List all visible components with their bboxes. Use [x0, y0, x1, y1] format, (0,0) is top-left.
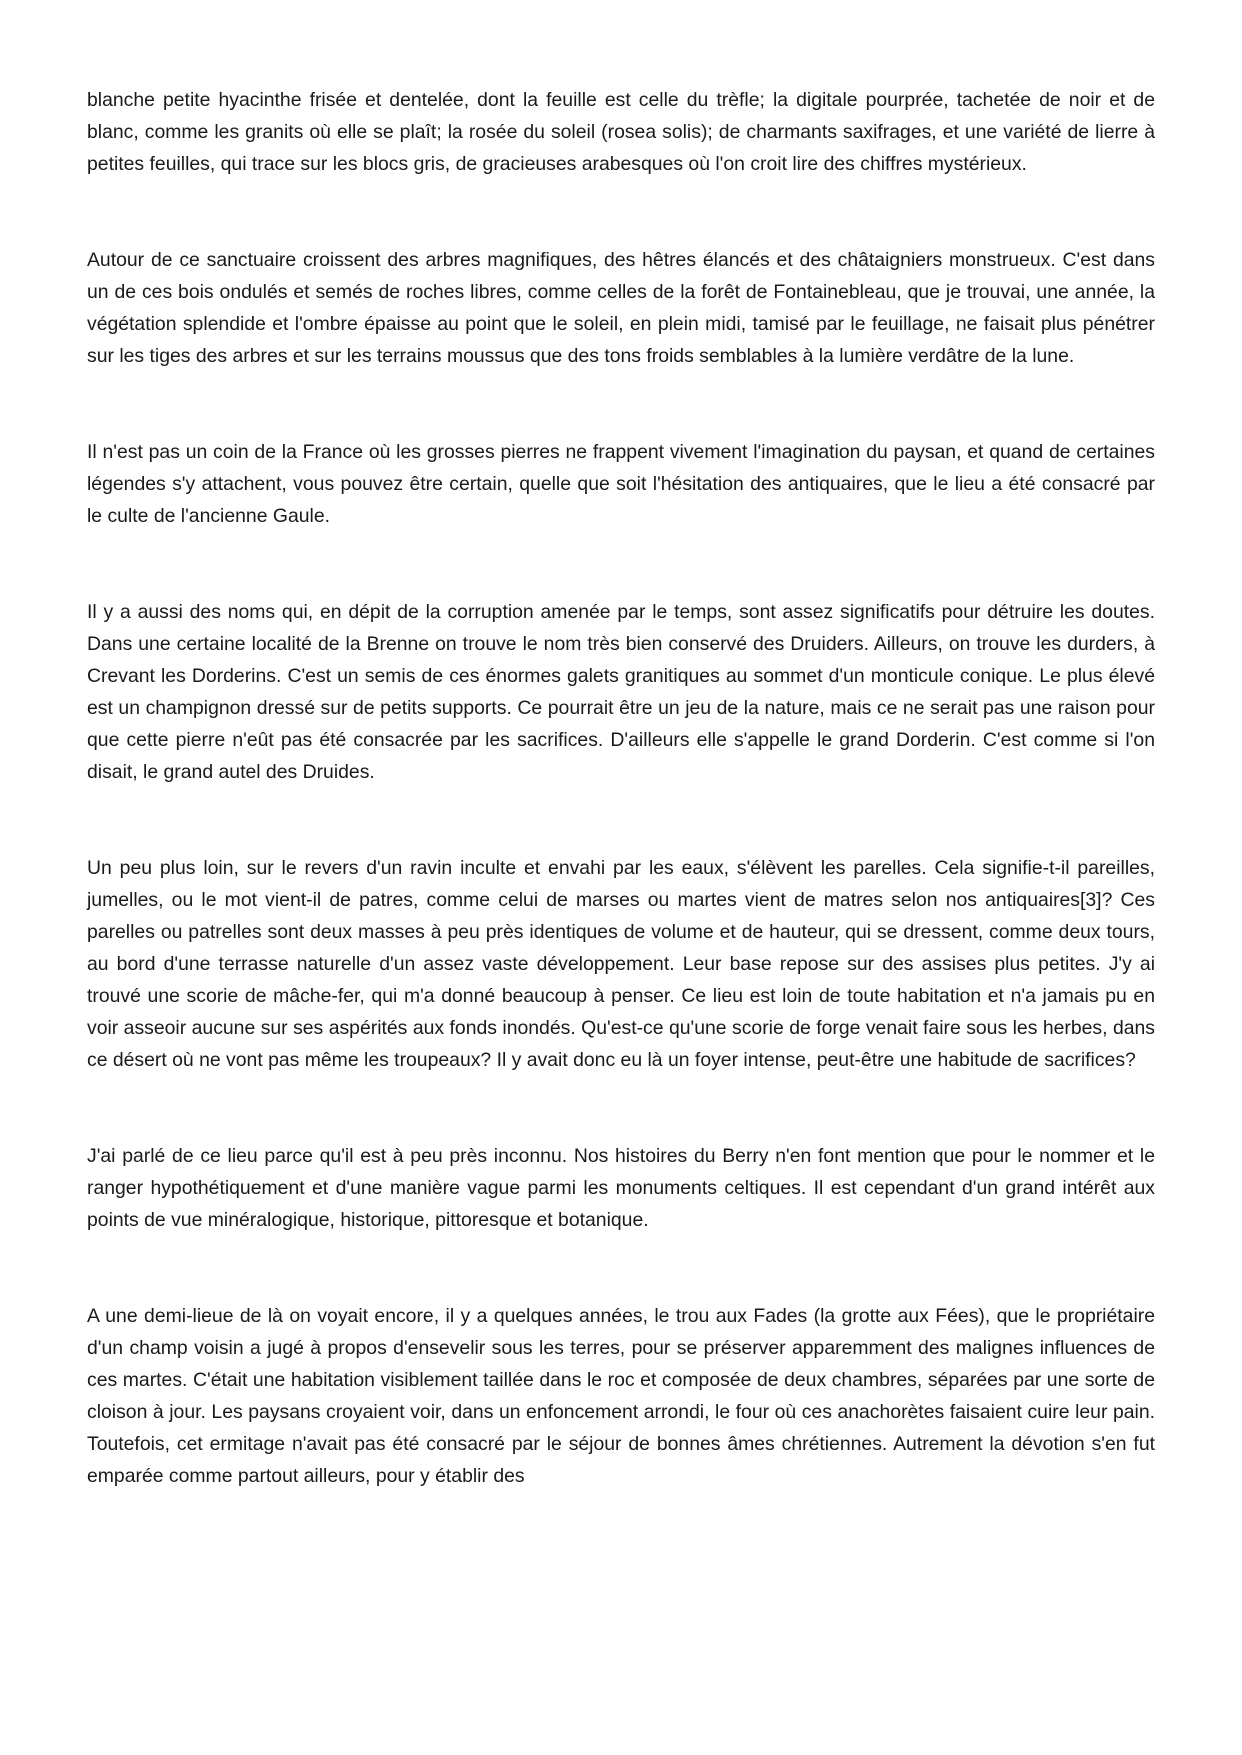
paragraph-6: J'ai parlé de ce lieu parce qu'il est à peu près inconnu. Nos histoires du Berry n'en font mention que pour le nommer et le ranger hypothétiquement et d'une manière vague parmi les monuments celtiques. Il est cependant d'un grand intérêt aux points de vue minéralogique, historique, pittoresque et botanique. [87, 1145, 1155, 1231]
paragraph-1: blanche petite hyacinthe frisée et dentelée, dont la feuille est celle du trèfle; la digitale pourprée, tachetée de noir et de blanc, comme les granits où elle se plaît; la rosée du soleil (rosea solis); de charmants saxifrages, et une variété de lierre à petites feuilles, qui trace sur les blocs gris, de gracieuses arabesques où l'on croit lire des chiffres mystérieux. [87, 89, 1155, 175]
paragraph-2: Autour de ce sanctuaire croissent des arbres magnifiques, des hêtres élancés et des châtaigniers monstrueux. C'est dans un de ces bois ondulés et semés de roches libres, comme celles de la forêt de Fontainebleau, que je trouvai, une année, la végétation splendide et l'ombre épaisse au point que le soleil, en plein midi, tamisé par le feuillage, ne faisait plus pénétrer sur les tiges des arbres et sur les terrains moussus que des tons froids semblables à la lumière verdâtre de la lune. [87, 249, 1155, 367]
paragraph-4: Il y a aussi des noms qui, en dépit de la corruption amenée par le temps, sont assez significatifs pour détruire les doutes. Dans une certaine localité de la Brenne on trouve le nom très bien conservé des Druiders. Ailleurs, on trouve les durders, à Crevant les Dorderins. C'est un semis de ces énormes galets granitiques au sommet d'un monticule conique. Le plus élevé est un champignon dressé sur de petits supports. Ce pourrait être un jeu de la nature, mais ce ne serait pas une raison pour que cette pierre n'eût pas été consacrée par les sacrifices. D'ailleurs elle s'appelle le grand Dorderin. C'est comme si l'on disait, le grand autel des Druides. [87, 601, 1155, 783]
document-body [87, 84, 1155, 1492]
paragraph-5: Un peu plus loin, sur le revers d'un ravin inculte et envahi par les eaux, s'élèvent les parelles. Cela signifie-t-il pareilles, jumelles, ou le mot vient-il de patres, comme celui de marses ou martes vient de matres selon nos antiquaires[3]? Ces parelles ou patrelles sont deux masses à peu près identiques de volume et de hauteur, qui se dressent, comme deux tours, au bord d'une terrasse naturelle d'un assez vaste développement. Leur base repose sur des assises plus petites. J'y ai trouvé une scorie de mâche-fer, qui m'a donné beaucoup à penser. Ce lieu est loin de toute habitation et n'a jamais pu en voir asseoir aucune sur ses aspérités aux fonds inondés. Qu'est-ce qu'une scorie de forge venait faire sous les herbes, dans ce désert où ne vont pas même les troupeaux? Il y avait donc eu là un foyer intense, peut-être une habitude de sacrifices? [87, 857, 1155, 1071]
paragraph-3: Il n'est pas un coin de la France où les grosses pierres ne frappent vivement l'imagination du paysan, et quand de certaines légendes s'y attachent, vous pouvez être certain, quelle que soit l'hésitation des antiquaires, que le lieu a été consacré par le culte de l'ancienne Gaule. [87, 441, 1155, 527]
paragraph-7: A une demi-lieue de là on voyait encore, il y a quelques années, le trou aux Fades (la grotte aux Fées), que le propriétaire d'un champ voisin a jugé à propos d'ensevelir sous les terres, pour se préserver apparemment des malignes influences de ces martes. C'était une habitation visiblement taillée dans le roc et composée de deux chambres, séparées par une sorte de cloison à jour. Les paysans croyaient voir, dans un enfoncement arrondi, le four où ces anachorètes faisaient cuire leur pain. Toutefois, cet ermitage n'avait pas été consacré par le séjour de bonnes âmes chrétiennes. Autrement la dévotion s'en fut emparée comme partout ailleurs, pour y établir des [87, 1305, 1155, 1487]
